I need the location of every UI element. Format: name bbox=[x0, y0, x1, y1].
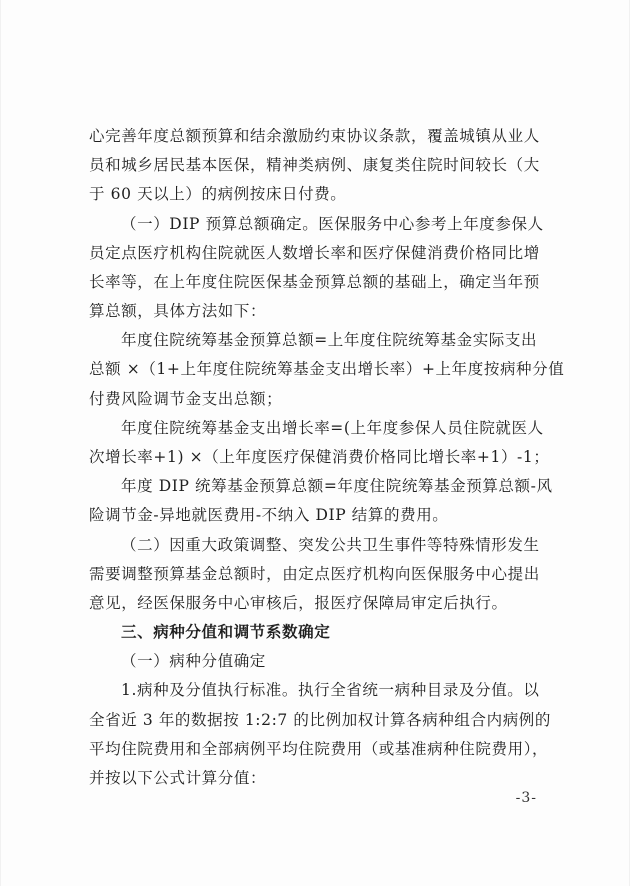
paragraph-line: （二）因重大政策调整、突发公共卫生事件等特殊情形发生 bbox=[121, 536, 540, 554]
paragraph-line: 1.病种及分值执行标准。执行全省统一病种目录及分值。以 bbox=[121, 681, 540, 699]
paragraph-line: 员和城乡居民基本医保，精神类病例、康复类住院时间较长（大 bbox=[89, 156, 540, 174]
paragraph-line: 并按以下公式计算分值： bbox=[89, 769, 267, 787]
formula-line: 年度 DIP 统筹基金预算总额=年度住院统筹基金预算总额-风 bbox=[121, 477, 553, 495]
paragraph-line: 长率等，在上年度住院医保基金预算总额的基础上，确定当年预 bbox=[89, 273, 540, 291]
paragraph-line: 算总额，具体方法如下： bbox=[89, 302, 267, 320]
formula-line: 年度住院统筹基金支出增长率=(上年度参保人员住院就医人 bbox=[121, 419, 544, 437]
formula-line: 次增长率+1) ×（上年度医疗保健消费价格同比增长率+1）-1； bbox=[89, 448, 550, 466]
formula-line: 险调节金-异地就医费用-不纳入 DIP 结算的费用。 bbox=[89, 506, 449, 524]
formula-line: 总额 ×（1+上年度住院统筹基金支出增长率）+上年度按病种分值 bbox=[89, 360, 565, 378]
paragraph-line: 员定点医疗机构住院就医人数增长率和医疗保健消费价格同比增 bbox=[89, 244, 540, 262]
section-heading: 三、病种分值和调节系数确定 bbox=[121, 622, 331, 641]
subsection-heading: （一）病种分值确定 bbox=[121, 652, 266, 670]
paragraph-line: 于 60 天以上）的病例按床日付费。 bbox=[89, 185, 347, 203]
formula-line: 年度住院统筹基金预算总额=上年度住院统筹基金实际支出 bbox=[121, 331, 538, 349]
formula-line: 付费风险调节金支出总额； bbox=[89, 390, 283, 408]
paragraph-line: 平均住院费用和全部病例平均住院费用（或基准病种住院费用）， bbox=[89, 740, 549, 758]
paragraph-line: （一）DIP 预算总额确定。医保服务中心参考上年度参保人 bbox=[121, 215, 544, 233]
paragraph-line: 全省近 3 年的数据按 1:2:7 的比例加权计算各病种组合内病例的 bbox=[89, 711, 552, 729]
paragraph-line: 需要调整预算基金总额时，由定点医疗机构向医保服务中心提出 bbox=[89, 565, 540, 583]
page-number: -3- bbox=[515, 790, 537, 806]
paragraph-line: 心完善年度总额预算和结余激励约束协议条款，覆盖城镇从业人 bbox=[89, 127, 540, 145]
paragraph-line: 意见，经医保服务中心审核后，报医疗保障局审定后执行。 bbox=[89, 594, 508, 612]
